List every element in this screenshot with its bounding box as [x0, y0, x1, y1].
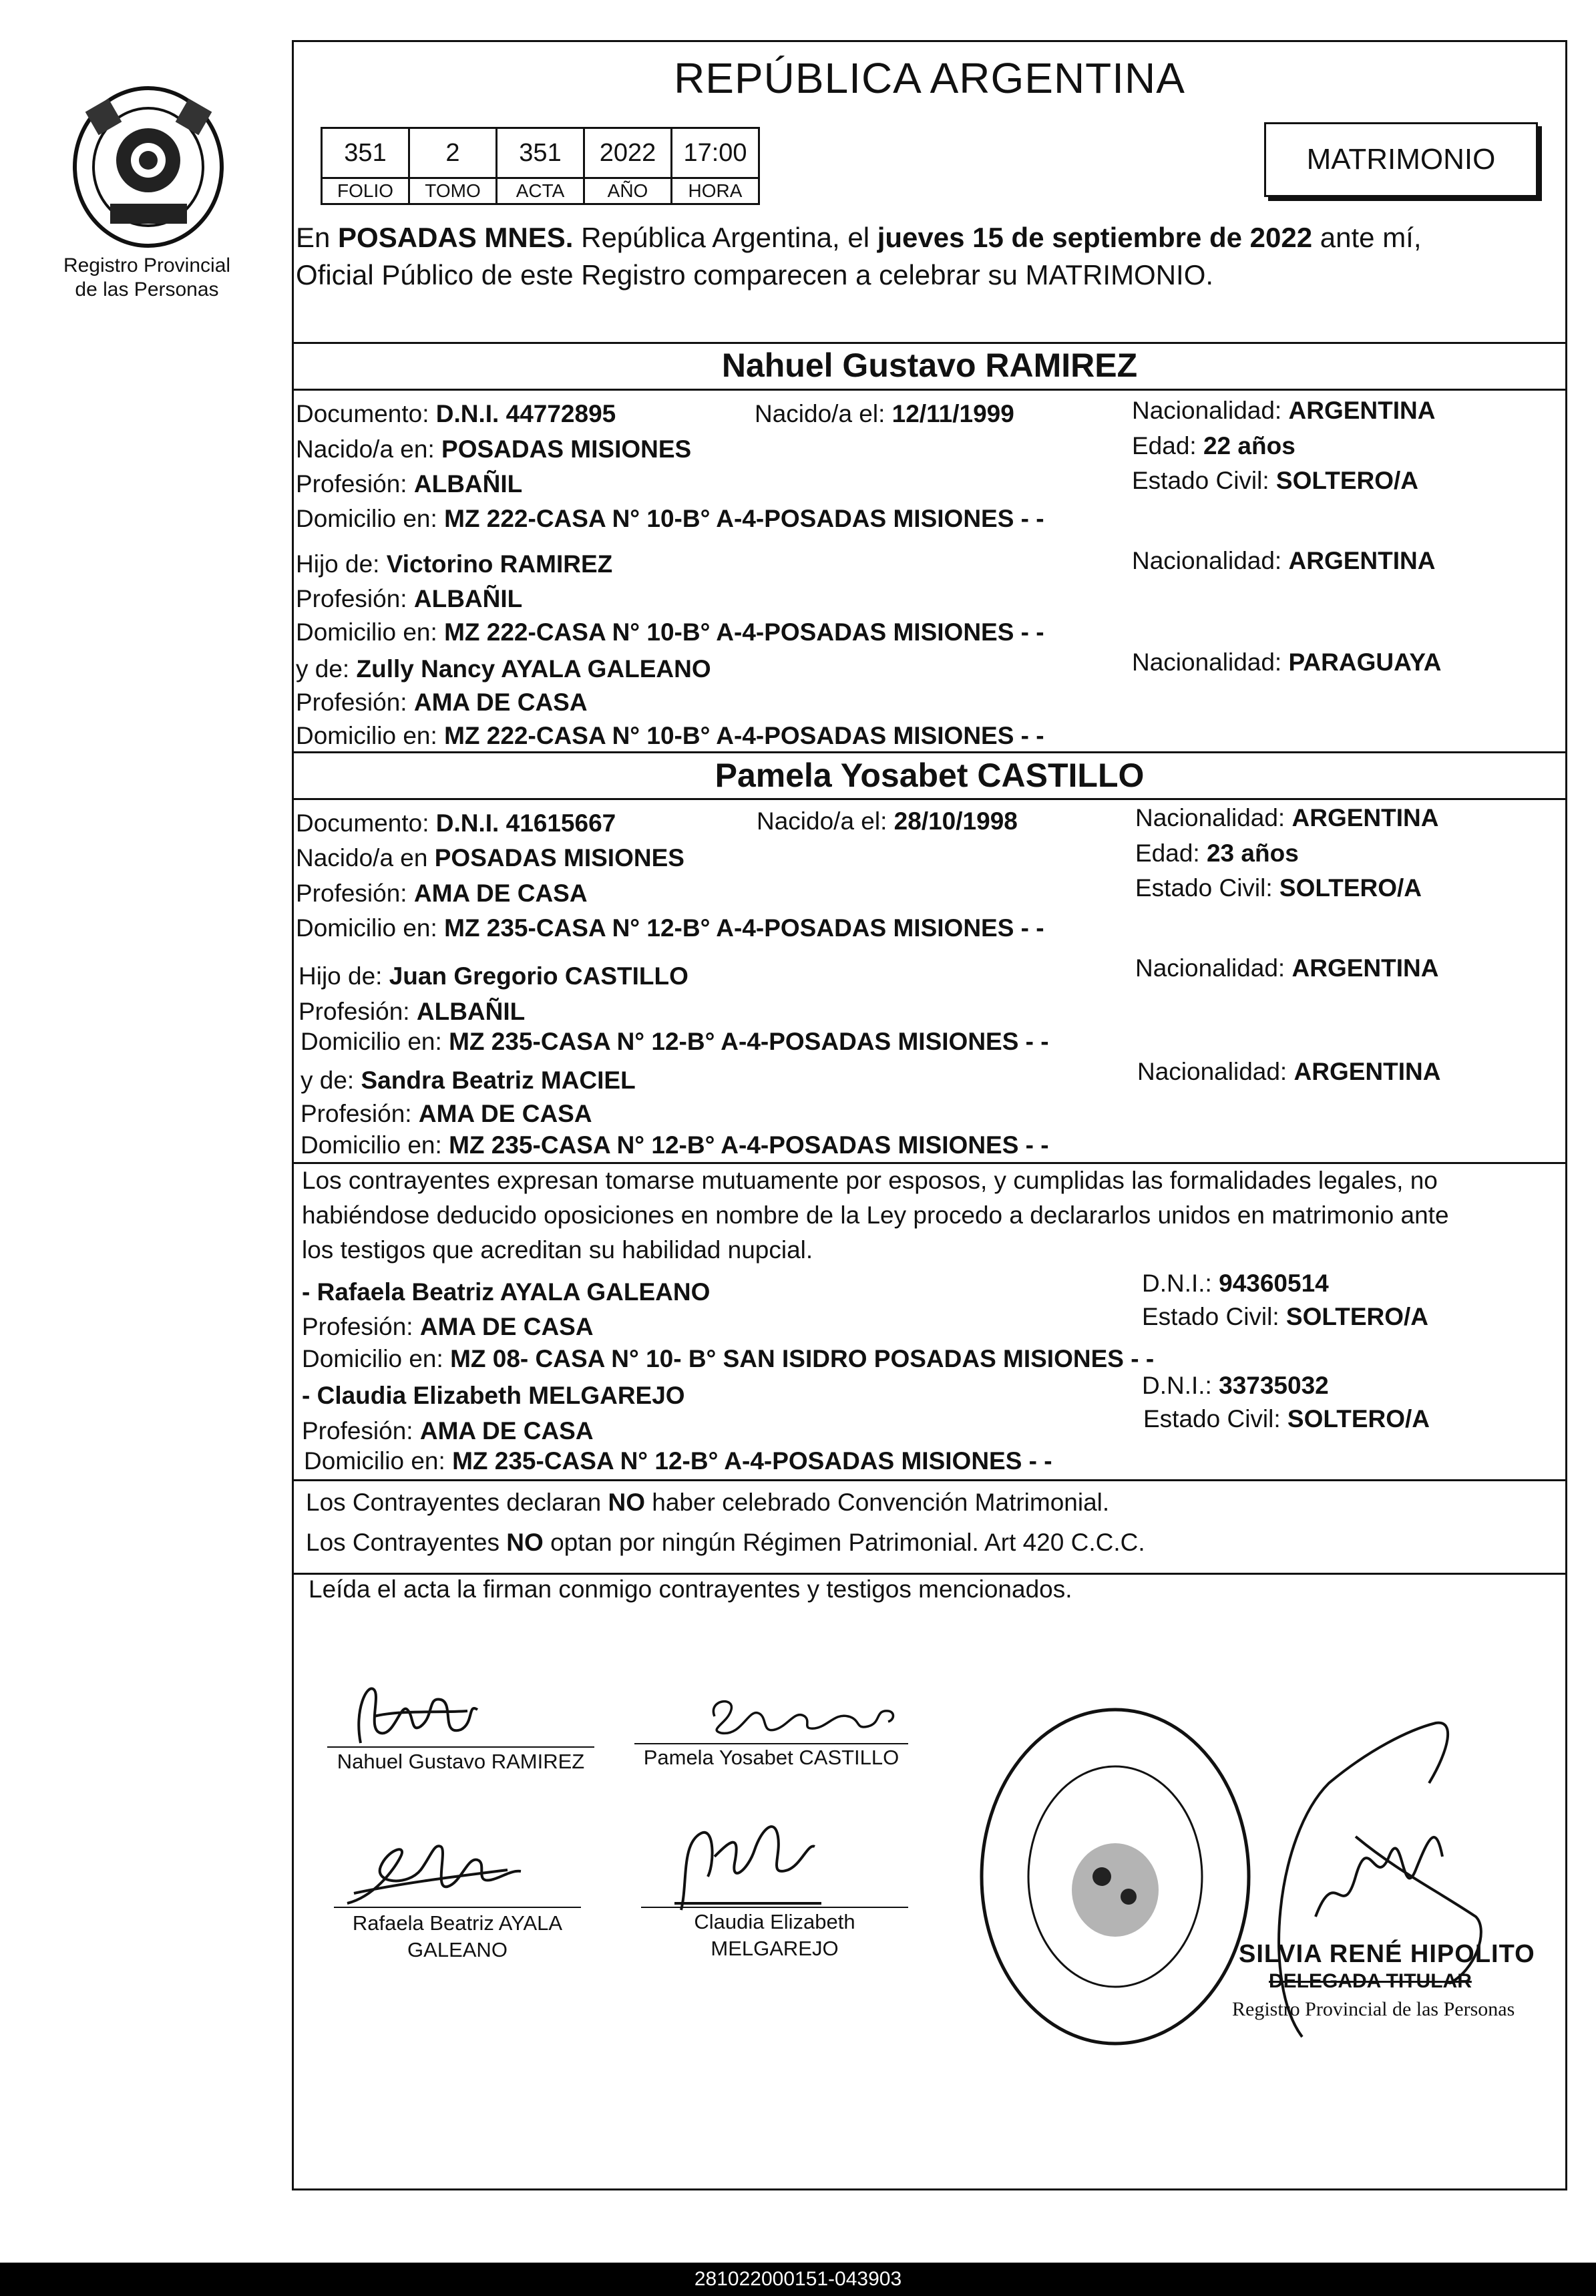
party2-mother-nationality: Nacionalidad: ARGENTINA — [1137, 1058, 1441, 1085]
witness2-address: Domicilio en: MZ 235-CASA N° 12-B° A-4-POSADAS MISIONES - - — [304, 1447, 1052, 1475]
record-number-table — [321, 127, 760, 205]
signature-2 — [694, 1690, 922, 1743]
party2-mother-address: Domicilio en: MZ 235-CASA N° 12-B° A-4-POSADAS MISIONES - - — [301, 1131, 1049, 1159]
party1-mother-address: Domicilio en: MZ 222-CASA N° 10-B° A-4-POSADAS MISIONES - - — [296, 722, 1044, 749]
witness1-civil-status: Estado Civil: SOLTERO/A — [1142, 1303, 1429, 1330]
folio-value: 351 — [322, 128, 409, 178]
registry-label-line1: Registro Provincial — [63, 254, 231, 276]
party1-mother-nationality: Nacionalidad: PARAGUAYA — [1132, 648, 1442, 676]
divider — [292, 798, 1567, 800]
party2-nationality: Nacionalidad: ARGENTINA — [1135, 804, 1439, 831]
party1-birthdate: Nacido/a el: 12/11/1999 — [755, 400, 1014, 427]
party1-profession: Profesión: ALBAÑIL — [296, 470, 523, 498]
patrimonial-regime-statement: Los Contrayentes NO optan por ningún Régimen Patrimonial. Art 420 C.C.C. — [306, 1529, 1145, 1556]
signature-label-4: Claudia Elizabeth MELGAREJO — [694, 1910, 855, 1960]
party2-name: Pamela Yosabet CASTILLO — [715, 757, 1145, 794]
registry-label — [40, 254, 254, 302]
signature-line-1 — [327, 1746, 594, 1748]
registry-label-line2: de las Personas — [75, 278, 219, 301]
divider — [292, 342, 1567, 344]
signature-4 — [661, 1803, 835, 1917]
intro-line1: En POSADAS MNES. República Argentina, el jueves 15 de septiembre de 2022 ante mí, — [296, 222, 1422, 253]
party2-father-profession: Profesión: ALBAÑIL — [298, 998, 526, 1025]
divider — [292, 751, 1567, 753]
signature-label-3: Rafaela Beatriz AYALA GALEANO — [352, 1911, 563, 1961]
party2-father: Hijo de: Juan Gregorio CASTILLO — [298, 962, 688, 990]
tomo-label: TOMO — [409, 178, 497, 204]
party2-document: Documento: D.N.I. 41615667 — [296, 809, 616, 837]
party2-profession: Profesión: AMA DE CASA — [296, 880, 588, 907]
hora-label: HORA — [672, 178, 759, 204]
country-title: REPÚBLICA ARGENTINA — [674, 54, 1185, 102]
party2-father-nationality: Nacionalidad: ARGENTINA — [1135, 954, 1439, 982]
declaration-line3: los testigos que acreditan su habilidad nupcial. — [302, 1236, 813, 1264]
signature-label-1: Nahuel Gustavo RAMIREZ — [337, 1750, 585, 1773]
party1-age: Edad: 22 años — [1132, 432, 1295, 459]
party1-father-nationality: Nacionalidad: ARGENTINA — [1132, 547, 1436, 574]
party2-birthdate: Nacido/a el: 28/10/1998 — [757, 807, 1018, 835]
officer-registry: Registro Provincial de las Personas — [1232, 1998, 1515, 2020]
party2-mother: y de: Sandra Beatriz MACIEL — [301, 1067, 636, 1094]
acta-label: ACTA — [497, 178, 584, 204]
party1-mother-profession: Profesión: AMA DE CASA — [296, 689, 588, 716]
closing-statement: Leída el acta la firman conmigo contrayentes y testigos mencionados. — [309, 1575, 1072, 1603]
party2-mother-profession: Profesión: AMA DE CASA — [301, 1100, 592, 1127]
party2-father-address: Domicilio en: MZ 235-CASA N° 12-B° A-4-POSADAS MISIONES - - — [301, 1028, 1049, 1055]
party1-document: Documento: D.N.I. 44772895 — [296, 400, 616, 427]
witness1-address: Domicilio en: MZ 08- CASA N° 10- B° SAN ISIDRO POSADAS MISIONES - - — [302, 1345, 1155, 1372]
official-stamp — [968, 1696, 1262, 2057]
witness2-dni: D.N.I.: 33735032 — [1142, 1372, 1329, 1399]
party1-birthplace: Nacido/a en: POSADAS MISIONES — [296, 435, 692, 463]
province-seal — [63, 77, 234, 250]
party1-father-profession: Profesión: ALBAÑIL — [296, 585, 523, 612]
intro-date: jueves 15 de septiembre de 2022 — [877, 222, 1313, 253]
officer-name: SILVIA RENÉ HIPOLITO — [1239, 1940, 1535, 1968]
party1-address: Domicilio en: MZ 222-CASA N° 10-B° A-4-POSADAS MISIONES - - — [296, 505, 1044, 532]
document-code: 281022000151-043903 — [0, 2263, 1596, 2296]
witness2-profession: Profesión: AMA DE CASA — [302, 1417, 594, 1445]
declaration-line1: Los contrayentes expresan tomarse mutuamente por esposos, y cumplidas las formalidades legales, no — [302, 1167, 1438, 1194]
signature-line-4 — [641, 1907, 908, 1908]
anio-label: AÑO — [584, 178, 672, 204]
intro-paragraph — [296, 219, 1565, 294]
witness1-dni: D.N.I.: 94360514 — [1142, 1270, 1329, 1297]
declaration-paragraph — [302, 1163, 1564, 1268]
act-type-box: MATRIMONIO — [1264, 122, 1538, 197]
anio-value: 2022 — [584, 128, 672, 178]
signature-label-2: Pamela Yosabet CASTILLO — [643, 1746, 900, 1769]
divider — [292, 1479, 1567, 1481]
party1-father: Hijo de: Victorino RAMIREZ — [296, 550, 613, 578]
hora-value: 17:00 — [672, 128, 759, 178]
signature-1 — [334, 1670, 601, 1750]
convention-statement: Los Contrayentes declaran NO haber celebrado Convención Matrimonial. — [306, 1489, 1110, 1516]
party1-nationality: Nacionalidad: ARGENTINA — [1132, 397, 1436, 424]
party2-civil-status: Estado Civil: SOLTERO/A — [1135, 874, 1422, 902]
party2-age: Edad: 23 años — [1135, 839, 1299, 867]
intro-place: POSADAS MNES. — [338, 222, 574, 253]
party2-address: Domicilio en: MZ 235-CASA N° 12-B° A-4-POSADAS MISIONES - - — [296, 914, 1044, 942]
party1-father-address: Domicilio en: MZ 222-CASA N° 10-B° A-4-POSADAS MISIONES - - — [296, 618, 1044, 646]
party1-civil-status: Estado Civil: SOLTERO/A — [1132, 467, 1419, 494]
party2-birthplace: Nacido/a en POSADAS MISIONES — [296, 844, 684, 872]
divider — [292, 389, 1567, 391]
acta-value: 351 — [497, 128, 584, 178]
party1-mother: y de: Zully Nancy AYALA GALEANO — [296, 655, 711, 683]
folio-label: FOLIO — [322, 178, 409, 204]
declaration-line2: habiéndose deducido oposiciones en nombre de la Ley procedo a declararlos unidos en matrimonio ante — [302, 1201, 1449, 1229]
witness2-name: - Claudia Elizabeth MELGAREJO — [302, 1382, 685, 1409]
witness1-profession: Profesión: AMA DE CASA — [302, 1313, 594, 1340]
signature-3 — [334, 1830, 534, 1917]
witness1-name: - Rafaela Beatriz AYALA GALEANO — [302, 1278, 711, 1306]
officer-title: DELEGADA TITULAR — [1269, 1970, 1472, 1992]
witness2-civil-status: Estado Civil: SOLTERO/A — [1143, 1405, 1430, 1432]
signature-line-3 — [334, 1907, 581, 1908]
party1-name: Nahuel Gustavo RAMIREZ — [721, 347, 1138, 384]
intro-line2: Oficial Público de este Registro comparecen a celebrar su MATRIMONIO. — [296, 259, 1214, 291]
tomo-value: 2 — [409, 128, 497, 178]
